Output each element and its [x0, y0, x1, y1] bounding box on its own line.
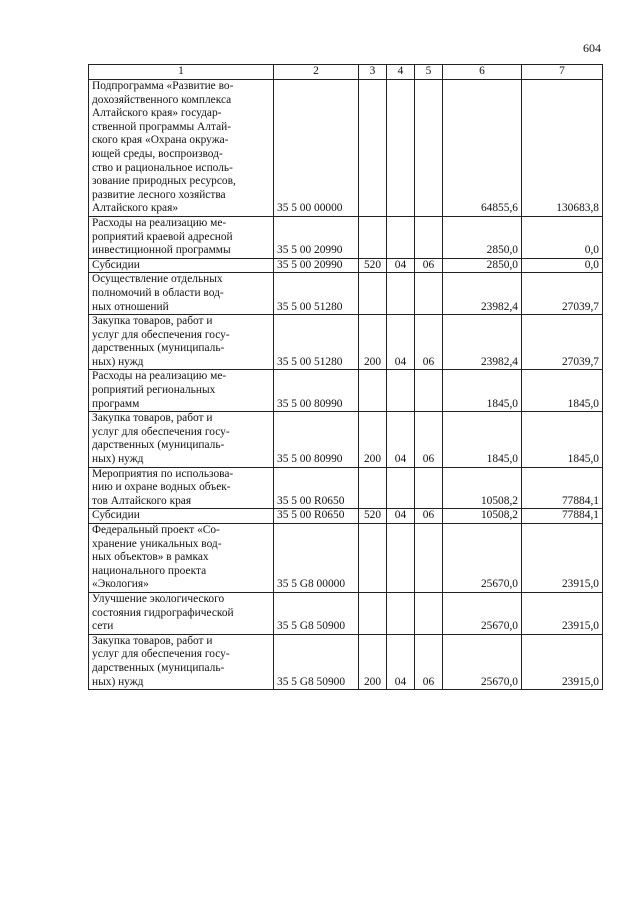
table-row: [89, 315, 603, 370]
item-name-line: ющей среды, воспроизвод-: [92, 147, 223, 160]
section-cell: [387, 524, 415, 593]
item-name-cell: [89, 315, 274, 370]
item-name-cell: [89, 80, 274, 217]
item-name-line: Мероприятия по использова-: [92, 467, 234, 480]
amount-2021-cell: 23982,4: [443, 315, 522, 370]
item-name-line: Алтайского края»: [92, 202, 179, 215]
amount-2021-cell: 25670,0: [443, 634, 522, 689]
subsection-cell: 06: [415, 412, 443, 467]
item-name-line: Закупка товаров, работ и: [92, 412, 213, 425]
header-cell-7: 7: [522, 65, 603, 80]
amount-2021-cell: 2850,0: [443, 258, 522, 273]
item-name-line: Расходы на реализацию ме-: [92, 216, 227, 229]
code-cell: 35 5 00 00000: [274, 80, 359, 217]
subsection-cell: [415, 370, 443, 412]
amount-2022-cell: 27039,7: [522, 273, 603, 315]
subsection-cell: [415, 467, 443, 509]
amount-2022-cell: 23915,0: [522, 592, 603, 634]
expense-type-cell: 520: [359, 258, 387, 273]
expense-type-cell: 200: [359, 315, 387, 370]
code-cell: 35 5 G8 00000: [274, 524, 359, 593]
expense-type-cell: [359, 524, 387, 593]
amount-2022-cell: 1845,0: [522, 412, 603, 467]
item-name-line: ных) нужд: [92, 355, 144, 368]
subsection-cell: 06: [415, 509, 443, 524]
table-row: [89, 273, 603, 315]
item-name-line: сети: [92, 620, 114, 633]
item-name-line: ных объектов» в рамках: [92, 551, 209, 564]
section-cell: [387, 370, 415, 412]
table-row: [89, 592, 603, 634]
item-name-line: услуг для обеспечения госу-: [92, 425, 230, 438]
subsection-cell: [415, 592, 443, 634]
item-name-line: состояния гидрографической: [92, 606, 234, 619]
amount-2022-cell: 23915,0: [522, 524, 603, 593]
item-name-line: развитие лесного хозяйства: [92, 188, 226, 201]
amount-2021-cell: 10508,2: [443, 509, 522, 524]
amount-2021-cell: 2850,0: [443, 216, 522, 258]
table-row: [89, 80, 603, 217]
table-header-row: [89, 65, 603, 80]
subsection-cell: [415, 216, 443, 258]
item-name-line: тов Алтайского края: [92, 494, 192, 507]
item-name-line: инвестиционной программы: [92, 244, 231, 257]
amount-2022-cell: 23915,0: [522, 634, 603, 689]
amount-2021-cell: 10508,2: [443, 467, 522, 509]
item-name-line: дарственных (муниципаль-: [92, 342, 225, 355]
expense-type-cell: [359, 216, 387, 258]
code-cell: 35 5 00 R0650: [274, 467, 359, 509]
item-name-cell: [89, 592, 274, 634]
amount-2021-cell: 25670,0: [443, 592, 522, 634]
item-name-line: ского края «Охрана окружа-: [92, 134, 229, 147]
item-name-line: Расходы на реализацию ме-: [92, 370, 227, 383]
subsection-cell: [415, 524, 443, 593]
item-name-line: «Экология»: [92, 578, 149, 591]
subsection-cell: [415, 273, 443, 315]
section-cell: [387, 592, 415, 634]
item-name-line: ных) нужд: [92, 675, 144, 688]
code-cell: 35 5 00 80990: [274, 370, 359, 412]
amount-2021-cell: 25670,0: [443, 524, 522, 593]
code-cell: 35 5 00 R0650: [274, 509, 359, 524]
code-cell: 35 5 00 51280: [274, 273, 359, 315]
item-name-line: ных) нужд: [92, 453, 144, 466]
item-name-cell: [89, 509, 274, 524]
item-name-line: нию и охране водных объек-: [92, 481, 231, 494]
table-row: [89, 216, 603, 258]
table-row: [89, 258, 603, 273]
amount-2021-cell: 1845,0: [443, 370, 522, 412]
section-cell: 04: [387, 412, 415, 467]
header-cell-5: 5: [415, 65, 443, 80]
amount-2022-cell: 130683,8: [522, 80, 603, 217]
item-name-line: зование природных ресурсов,: [92, 175, 236, 188]
item-name-line: хранение уникальных вод-: [92, 537, 222, 550]
expense-type-cell: 200: [359, 634, 387, 689]
amount-2021-cell: 23982,4: [443, 273, 522, 315]
item-name-line: услуг для обеспечения госу-: [92, 648, 230, 661]
item-name-line: Закупка товаров, работ и: [92, 315, 213, 328]
amount-2022-cell: 1845,0: [522, 370, 603, 412]
expense-type-cell: [359, 80, 387, 217]
expense-type-cell: [359, 273, 387, 315]
item-name-line: ственной программы Алтай-: [92, 120, 232, 133]
header-cell-3: 3: [359, 65, 387, 80]
page-number: 604: [583, 41, 601, 55]
table-row: [89, 412, 603, 467]
amount-2022-cell: 77884,1: [522, 467, 603, 509]
item-name-line: роприятий региональных: [92, 384, 216, 397]
code-cell: 35 5 00 51280: [274, 315, 359, 370]
amount-2022-cell: 77884,1: [522, 509, 603, 524]
amount-2021-cell: 1845,0: [443, 412, 522, 467]
header-cell-6: 6: [443, 65, 522, 80]
expense-type-cell: 200: [359, 412, 387, 467]
item-name-line: национального проекта: [92, 564, 207, 577]
section-cell: [387, 467, 415, 509]
item-name-line: Закупка товаров, работ и: [92, 634, 213, 647]
section-cell: [387, 273, 415, 315]
item-name-line: программ: [92, 397, 140, 410]
table-row: [89, 467, 603, 509]
table-row: [89, 634, 603, 689]
code-cell: 35 5 00 80990: [274, 412, 359, 467]
table-row: [89, 509, 603, 524]
header-cell-2: 2: [274, 65, 359, 80]
code-cell: 35 5 G8 50900: [274, 634, 359, 689]
table-row: [89, 524, 603, 593]
code-cell: 35 5 00 20990: [274, 258, 359, 273]
expense-type-cell: [359, 592, 387, 634]
section-cell: 04: [387, 258, 415, 273]
section-cell: [387, 80, 415, 217]
expense-type-cell: [359, 467, 387, 509]
amount-2022-cell: 0,0: [522, 216, 603, 258]
expense-type-cell: [359, 370, 387, 412]
item-name-line: Осуществление отдельных: [92, 273, 223, 286]
code-cell: 35 5 G8 50900: [274, 592, 359, 634]
amount-2022-cell: 27039,7: [522, 315, 603, 370]
header-cell-1: 1: [89, 65, 274, 80]
item-name-line: роприятий краевой адресной: [92, 230, 233, 243]
item-name-line: дарственных (муниципаль-: [92, 439, 225, 452]
item-name-line: Улучшение экологического: [92, 592, 225, 605]
section-cell: [387, 216, 415, 258]
subsection-cell: 06: [415, 634, 443, 689]
section-cell: 04: [387, 315, 415, 370]
subsection-cell: [415, 80, 443, 217]
table-row: [89, 370, 603, 412]
item-name-cell: [89, 273, 274, 315]
code-cell: 35 5 00 20990: [274, 216, 359, 258]
section-cell: 04: [387, 509, 415, 524]
item-name-line: Подпрограмма «Развитие во-: [92, 80, 234, 92]
amount-2022-cell: 0,0: [522, 258, 603, 273]
item-name-line: ство и рациональное исполь-: [92, 161, 233, 174]
item-name-line: Алтайского края» государ-: [92, 107, 222, 120]
item-name-cell: [89, 370, 274, 412]
item-name-cell: [89, 216, 274, 258]
item-name-cell: [89, 258, 274, 273]
section-cell: 04: [387, 634, 415, 689]
subsection-cell: 06: [415, 315, 443, 370]
item-name-line: полномочий в области вод-: [92, 286, 224, 299]
item-name-line: услуг для обеспечения госу-: [92, 328, 230, 341]
item-name-line: ных отношений: [92, 300, 169, 313]
item-name-line: дохозяйственного комплекса: [92, 93, 232, 106]
header-cell-4: 4: [387, 65, 415, 80]
item-name-cell: [89, 524, 274, 593]
item-name-cell: [89, 634, 274, 689]
item-name-cell: [89, 412, 274, 467]
item-name-line: Субсидии: [92, 258, 140, 271]
subsection-cell: 06: [415, 258, 443, 273]
budget-table: [88, 64, 603, 690]
expense-type-cell: 520: [359, 509, 387, 524]
item-name-line: Субсидии: [92, 509, 140, 522]
amount-2021-cell: 64855,6: [443, 80, 522, 217]
item-name-line: дарственных (муниципаль-: [92, 661, 225, 674]
item-name-cell: [89, 467, 274, 509]
item-name-line: Федеральный проект «Со-: [92, 524, 220, 536]
